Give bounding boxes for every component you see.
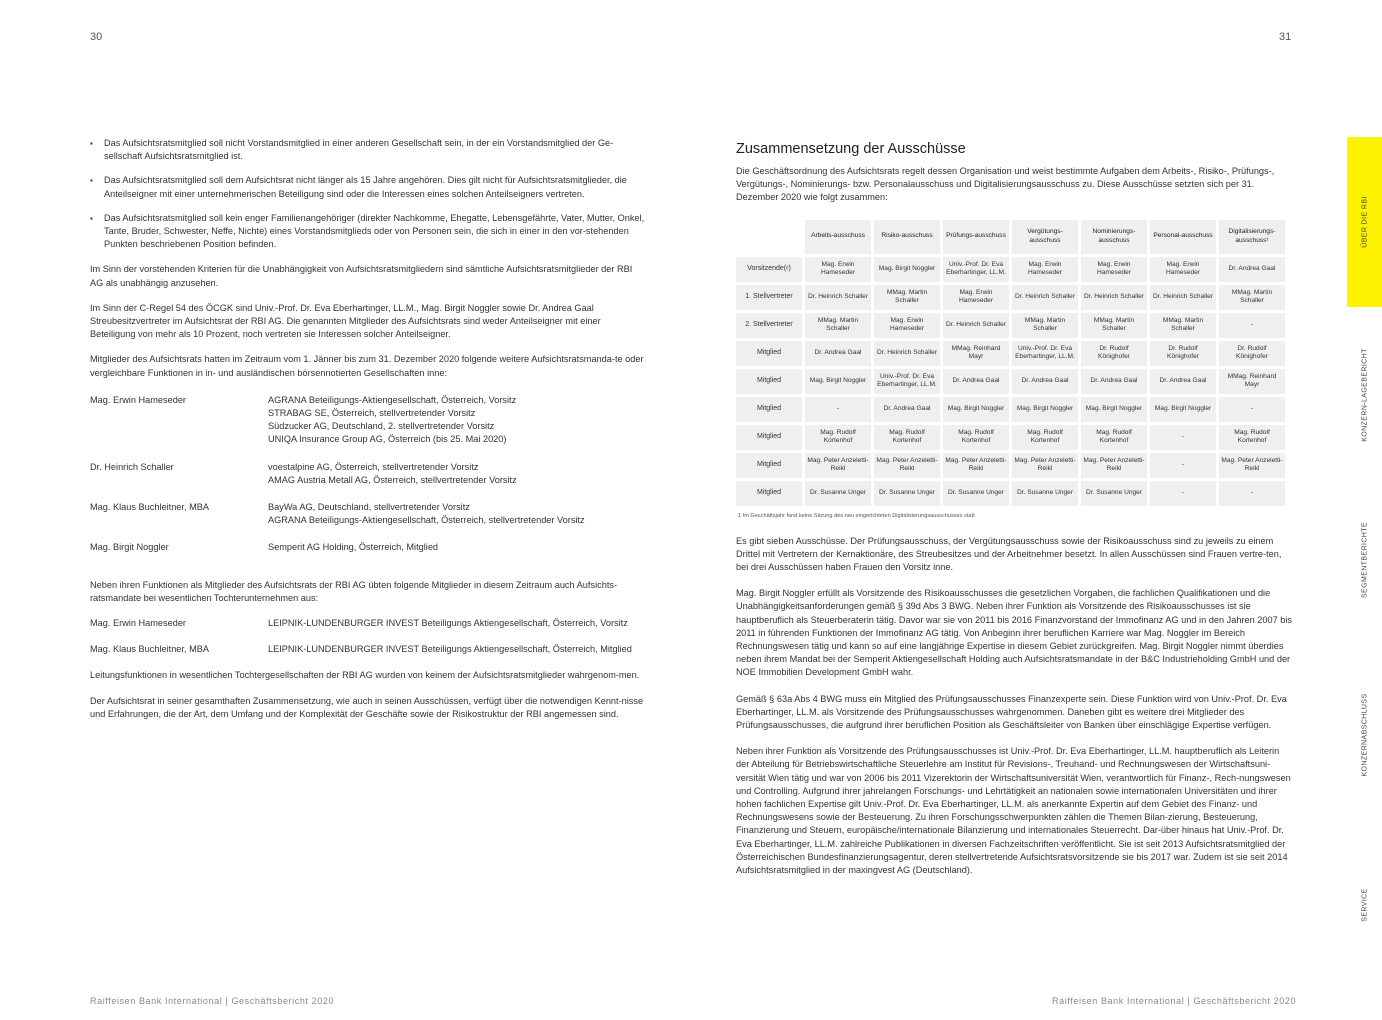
table-cell: -: [1150, 453, 1216, 478]
mandate-line: AMAG Austria Metall AG, Österreich, stellvertretender Vorsitz: [268, 474, 517, 485]
paragraph: Mag. Birgit Noggler erfüllt als Vorsitzende des Risikoausschusses die gesetzlichen Vorgaben, die fachlichen Qualifikationen und die Unabhängigkeitsanforderungen gemäß § 39d Abs 3 BWG. Neben ihrer Funktion als Vorsitzende des Risikoausschusses ist sie hauptberuflich als Steuerberaterin tätig. Davor war sie von 2011 bis 2016 Finanzvorstand der Immofinanz AG und in den Jahren 2007 bis 2011 in führenden Funktionen der Immofinanz AG tätig. Von Anbeginn ihrer beruflichen Karriere war Mag. Noggler im Bereich Rechnungswesen tätig und kann so auf eine langjährige Expertise in diesem Gebiet zurückgreifen. Mag. Birgit Noggler nimmt überdies neben ihrem Mandat bei der Semperit Aktiengesellschaft Holding auch Aufsichtsratsmandate in der B&C Industrieholding GmbH und der NOE Immobilien Development GmbH wahr.: [736, 588, 1292, 678]
mandate-line: STRABAG SE, Österreich, stellvertretender Vorsitz: [268, 408, 476, 419]
column-header: Arbeits-ausschuss: [805, 220, 871, 254]
table-cell: Dr. Heinrich Schaller: [943, 313, 1009, 338]
subsidiary-mandate: [90, 643, 645, 656]
member-mandates: [268, 501, 645, 527]
paragraph: Im Sinn der vorstehenden Kriterien für die Unabhängigkeit von Aufsichtsratsmitgliedern sind sämtliche Aufsichtsratsmitglieder der RBI AG als unabhängig anzusehen.: [90, 264, 633, 288]
table-cell: -: [1219, 313, 1285, 338]
subsidiary-text: LEIPNIK-LUNDENBURGER INVEST Beteiligungs Aktiengesellschaft, Österreich, Vorsitz: [268, 618, 628, 629]
member-name: Mag. Erwin Hameseder: [90, 394, 186, 405]
table-cell: Mag. Erwin Hameseder: [943, 285, 1009, 310]
table-cell: MMag. Reinhard Mayr: [943, 341, 1009, 366]
table-cell: Dr. Andrea Gaal: [1150, 369, 1216, 394]
table-cell: Dr. Rudolf Könighofer: [1150, 341, 1216, 366]
table-cell: Mag. Peter Anzeletti-Reikl: [805, 453, 871, 478]
sidebar-tab-service[interactable]: [1347, 870, 1382, 940]
table-row: [736, 481, 1285, 506]
paragraph: Gemäß § 63a Abs 4 BWG muss ein Mitglied des Prüfungsausschusses Finanzexperte sein. Diese Funktion wird von Univ.-Prof. Dr. Eva Eberhartinger, LL.M. als Vorsitzende des Prüfungsausschusses wahrgenommen. Daneben gibt es weitere drei Mitglieder des Prüfungsausschusses, die aufgrund ihrer beruflichen Position als Geschäftsleiter von Banken über einschlägige Expertise verfügen.: [736, 693, 1287, 731]
sidebar-tab-konzernabschluss[interactable]: [1347, 675, 1382, 795]
column-header: Personal-ausschuss: [1150, 220, 1216, 254]
table-cell: Univ.-Prof. Dr. Eva Eberhartinger, LL.M.: [874, 369, 940, 394]
sidebar-tab-label: KONZERNABSCHLUSS: [1361, 693, 1368, 777]
paragraph: Im Sinn der C-Regel 54 des ÖCGK sind Univ.-Prof. Dr. Eva Eberhartinger, LL.M., Mag. Birgit Noggler sowie Dr. Andrea Gaal Streubesitzvertreter im Aufsichtsrat der RBI AG. Die genannten Mitglieder des Aufsichtsrats sind weder Anteilseigner mit einer Beteiligung von mehr als 10 Prozent, noch vertreten sie Interessen solcher Anteilseigner.: [90, 302, 601, 340]
paragraph: Neben ihrer Funktion als Vorsitzende des Prüfungsausschusses ist Univ.-Prof. Dr. Eva Eberhartinger, LL.M. hauptberuflich als Leiterin der Abteilung für Betriebswirtschaftliche Steuerlehre am Institut für Revisions-, Treuhand- und Rechnungswesen der Wirtschaftsuni-versität Wien tätig und war von 2006 bis 2011 Vizerektorin der Wirtschaftsuniversität Wien, verantwortlich für Finanz-, Rech-nungswesen und Controlling. Aufgrund ihrer jahrelangen Forschungs- und Lehrtätigkeit an nationalen sowie internationalen Universitäten und ihrer hohen fachlichen Expertise gilt Univ.-Prof. Dr. Eva Eberhartinger, LL.M. als anerkannte Expertin auf dem Gebiet des Finanz- und Rechnungswesens sowie der Besteuerung. Zu ihren Forschungsschwerpunkten zählen die Themen Bilan-zierung, Besteuerung, Finanzierung und Steuern, europäische/internationale Bilanzierung und internationales Steuerrecht. Dar-über hinaus hat Univ.-Prof. Dr. Eva Eberhartinger, LL.M. zahlreiche Publikationen in diversen Fachzeitschriften veröffentlicht. Sie ist seit 2013 Aufsichtsratsmitglied der Österreichischen Bundesfinanzierungsagentur, deren stellvertretende Aufsichtsratsvorsitzende sie bis 2017 war. Zudem ist sie seit 2014 Aufsichtsratsmitglied in der maxingvest AG (Deutschland).: [736, 746, 1291, 876]
table-cell: Mag. Erwin Hameseder: [1081, 257, 1147, 282]
row-role: Mitglied: [736, 481, 802, 506]
table-cell: MMag. Martin Schaller: [874, 285, 940, 310]
table-cell: Mag. Peter Anzeletti-Reikl: [1081, 453, 1147, 478]
table-cell: Dr. Andrea Gaal: [805, 341, 871, 366]
table-cell: Mag. Peter Anzeletti-Reikl: [874, 453, 940, 478]
header-corner: [736, 220, 802, 254]
table-cell: Dr. Heinrich Schaller: [1150, 285, 1216, 310]
paragraph: Neben ihren Funktionen als Mitglieder des Aufsichtsrats der RBI AG übten folgende Mitglieder in diesem Zeitraum auch Aufsichts-ratsmandate bei wesentlichen Tochterunternehmen aus:: [90, 579, 618, 603]
column-header: Digitalisierungs-ausschuss¹: [1219, 220, 1285, 254]
sidebar-tab-segmentberichte[interactable]: [1347, 505, 1382, 615]
paragraph: Es gibt sieben Ausschüsse. Der Prüfungsausschuss, der Vergütungsausschuss sowie der Risikoausschuss sind zu jeweils zu einem Drittel mit Vertretern der Kernaktionäre, des Streubesitzes und der Arbeitnehmer besetzt. In allen Ausschüssen sind Frauen vertre-ten, bei drei Ausschüssen haben Frauen den Vorsitz inne.: [736, 535, 1282, 573]
table-cell: Dr. Andrea Gaal: [1081, 369, 1147, 394]
section-heading: Zusammensetzung der Ausschüsse: [736, 141, 966, 157]
table-cell: Dr. Susanne Unger: [874, 481, 940, 506]
mandate-line: UNIQA Insurance Group AG, Österreich (bis 25. Mai 2020): [268, 434, 507, 445]
table-cell: MMag. Martin Schaller: [1219, 285, 1285, 310]
row-role: Mitglied: [736, 341, 802, 366]
table-cell: Mag. Birgit Noggler: [1081, 397, 1147, 422]
member-mandates: [268, 394, 645, 447]
right-page-content: [736, 141, 1292, 890]
list-item: ▪ Das Aufsichtsratsmitglied soll dem Aufsichtsrat nicht länger als 15 Jahre angehören. Dies gilt nicht für Aufsichtsratsmitglieder, die Anteilseigner mit einer unternehmerischen Beteiligung sind oder die Interessen eines solchen Anteilseigners vertreten.: [90, 174, 645, 200]
mandate-entry: [90, 501, 645, 527]
paragraph: Der Aufsichtsrat in seiner gesamthaften Zusammensetzung, wie auch in seinen Ausschüssen, verfügt über die notwendigen Kennt-nisse und Erfahrungen, die der Art, dem Umfang und der Komplexität der Geschäfte sowie der Risikostruktur der RBI angemessen sind.: [90, 695, 644, 719]
table-cell: -: [1150, 481, 1216, 506]
sidebar-tab-label: SERVICE: [1361, 888, 1368, 922]
list-item: ▪ Das Aufsichtsratsmitglied soll nicht Vorstandsmitglied in einer anderen Gesellschaft sein, in der ein Vorstandsmitglied der Ge-sellschaft Aufsichtsratsmitglied ist.: [90, 137, 645, 163]
mandate-line: Südzucker AG, Deutschland, 2. stellvertretender Vorsitz: [268, 421, 495, 432]
table-cell: Univ.-Prof. Dr. Eva Eberhartinger, LL.M.: [943, 257, 1009, 282]
row-role: Mitglied: [736, 425, 802, 450]
member-mandates: [268, 541, 645, 554]
table-row: [736, 257, 1285, 282]
mandate-line: AGRANA Beteiligungs-Aktiengesellschaft, Österreich, stellvertretender Vorsitz: [268, 515, 585, 526]
table-cell: Mag. Erwin Hameseder: [874, 313, 940, 338]
paragraph: Die Geschäftsordnung des Aufsichtsrats regelt dessen Organisation und weist bestimmte Aufgaben dem Arbeits-, Risiko-, Prüfungs-, Vergütungs-, Nominierungs- bzw. Personalausschuss und Digitalisierungsausschuss zu. Diese Ausschüsse setzten sich per 31. Dezember 2020 wie folgt zusammen:: [736, 166, 1275, 203]
table-cell: Dr. Heinrich Schaller: [1081, 285, 1147, 310]
table-cell: Dr. Heinrich Schaller: [805, 285, 871, 310]
mandate-entry: [90, 461, 645, 487]
table-row: [736, 425, 1285, 450]
member-name: Mag. Klaus Buchleitner, MBA: [90, 502, 209, 513]
table-cell: MMag. Reinhard Mayr: [1219, 369, 1285, 394]
column-header: Risiko-ausschuss: [874, 220, 940, 254]
member-name: Mag. Klaus Buchleitner, MBA: [90, 644, 209, 655]
table-cell: MMag. Martin Schaller: [1081, 313, 1147, 338]
table-footnote: 1 Im Geschäftsjahr fand keine Sitzung des neu eingerichteten Digitalisierungsausschusses statt: [738, 512, 975, 519]
table-cell: Mag. Peter Anzeletti-Reikl: [1012, 453, 1078, 478]
table-cell: Univ.-Prof. Dr. Eva Eberhartinger, LL.M.: [1012, 341, 1078, 366]
column-header: Vergütungs-ausschuss: [1012, 220, 1078, 254]
mandate-entry: [90, 541, 645, 554]
table-cell: Dr. Susanne Unger: [805, 481, 871, 506]
table-cell: MMag. Martin Schaller: [1150, 313, 1216, 338]
table-cell: Dr. Heinrich Schaller: [1012, 285, 1078, 310]
table-cell: Mag. Rudolf Kortenhof: [1219, 425, 1285, 450]
table-cell: Dr. Rudolf Könighofer: [1081, 341, 1147, 366]
table-cell: Mag. Rudolf Kortenhof: [1012, 425, 1078, 450]
left-page-content: [90, 137, 645, 733]
table-header-row: [736, 220, 1285, 254]
sidebar-tab-label: SEGMENTBERICHTE: [1361, 521, 1368, 599]
table-row: [736, 397, 1285, 422]
sidebar-tab-label: KONZERN-LAGEBERICHT: [1361, 348, 1368, 442]
table-cell: Dr. Susanne Unger: [1012, 481, 1078, 506]
page-number-right: 31: [1279, 31, 1292, 43]
paragraph: Mitglieder des Aufsichtsrats hatten im Zeitraum vom 1. Jänner bis zum 31. Dezember 2020 folgende weitere Aufsichtsratsmanda-te oder vergleichbare Funktionen in in- und ausländischen börsennotierten Gesellschaften inne:: [90, 354, 644, 378]
table-cell: Mag. Erwin Hameseder: [1012, 257, 1078, 282]
table-cell: Dr. Rudolf Könighofer: [1219, 341, 1285, 366]
committee-table: [733, 217, 1288, 509]
member-name: Mag. Erwin Hameseder: [90, 618, 186, 629]
member-mandates: [268, 461, 645, 487]
table-cell: -: [1219, 397, 1285, 422]
table-cell: Mag. Peter Anzeletti-Reikl: [1219, 453, 1285, 478]
mandate-entry: [90, 394, 645, 447]
table-cell: MMag. Martin Schaller: [1012, 313, 1078, 338]
table-cell: Mag. Birgit Noggler: [1012, 397, 1078, 422]
mandate-line: voestalpine AG, Österreich, stellvertretender Vorsitz: [268, 461, 479, 472]
mandate-line: AGRANA Beteiligungs-Aktiengesellschaft, Österreich, Vorsitz: [268, 394, 517, 405]
table-cell: Mag. Erwin Hameseder: [805, 257, 871, 282]
row-role: 2. Stellvertreter: [736, 313, 802, 338]
subsidiary-mandate: [90, 617, 645, 630]
paragraph: Leitungsfunktionen in wesentlichen Tochtergesellschaften der RBI AG wurden von keinem der Aufsichtsratsmitglieder wahrgenom-men.: [90, 670, 640, 681]
criteria-list: [90, 137, 645, 251]
sidebar-tab-ueber-die-rbi[interactable]: [1347, 137, 1382, 307]
row-role: Mitglied: [736, 397, 802, 422]
table-cell: MMag. Martin Schaller: [805, 313, 871, 338]
table-cell: Dr. Andrea Gaal: [1012, 369, 1078, 394]
table-cell: -: [1219, 481, 1285, 506]
sidebar-tab-konzern-lagebericht[interactable]: [1347, 330, 1382, 460]
table-cell: Mag. Rudolf Kortenhof: [805, 425, 871, 450]
table-cell: Mag. Birgit Noggler: [943, 397, 1009, 422]
table-cell: Mag. Birgit Noggler: [805, 369, 871, 394]
row-role: 1. Stellvertreter: [736, 285, 802, 310]
table-cell: Dr. Andrea Gaal: [874, 397, 940, 422]
member-name: Mag. Birgit Noggler: [90, 542, 169, 553]
table-row: [736, 285, 1285, 310]
table-cell: Mag. Birgit Noggler: [1150, 397, 1216, 422]
sidebar-tab-label: ÜBER DIE RBI: [1361, 196, 1368, 248]
table-cell: Dr. Andrea Gaal: [943, 369, 1009, 394]
list-item: ▪ Das Aufsichtsratsmitglied soll kein enger Familienangehöriger (direkter Nachkomme, Ehegatte, Lebensgefährte, Vater, Mutter, Onkel, Tante, Bruder, Schwester, Neffe, Nichte) eines Vorstandsmitglieds oder von Personen sein, die sich in einer in den vor-stehenden Punkten beschriebenen Position befinden.: [90, 212, 645, 252]
member-name: Dr. Heinrich Schaller: [90, 461, 174, 472]
row-role: Vorsitzende(r): [736, 257, 802, 282]
table-cell: Mag. Birgit Noggler: [874, 257, 940, 282]
table-cell: Mag. Erwin Hameseder: [1150, 257, 1216, 282]
table-cell: Dr. Susanne Unger: [943, 481, 1009, 506]
table-cell: Dr. Andrea Gaal: [1219, 257, 1285, 282]
subsidiary-text: LEIPNIK-LUNDENBURGER INVEST Beteiligungs Aktiengesellschaft, Österreich, Mitglied: [268, 644, 632, 655]
table-row: [736, 369, 1285, 394]
footer-right: Raiffeisen Bank International | Geschäftsbericht 2020: [1052, 996, 1297, 1006]
mandate-line: Semperit AG Holding, Österreich, Mitglied: [268, 542, 439, 553]
table-cell: Mag. Rudolf Kortenhof: [874, 425, 940, 450]
table-cell: Mag. Rudolf Kortenhof: [1081, 425, 1147, 450]
row-role: Mitglied: [736, 369, 802, 394]
column-header: Prüfungs-ausschuss: [943, 220, 1009, 254]
page-number-left: 30: [90, 31, 103, 43]
table-cell: -: [805, 397, 871, 422]
row-role: Mitglied: [736, 453, 802, 478]
table-cell: -: [1150, 425, 1216, 450]
footer-left: Raiffeisen Bank International | Geschäftsbericht 2020: [90, 996, 335, 1006]
table-cell: Mag. Peter Anzeletti-Reikl: [943, 453, 1009, 478]
column-header: Nominierungs-ausschuss: [1081, 220, 1147, 254]
table-row: [736, 341, 1285, 366]
mandate-line: BayWa AG, Deutschland, stellvertretender Vorsitz: [268, 502, 470, 513]
table-row: [736, 453, 1285, 478]
table-cell: Dr. Susanne Unger: [1081, 481, 1147, 506]
table-row: [736, 313, 1285, 338]
table-cell: Mag. Rudolf Kortenhof: [943, 425, 1009, 450]
table-cell: Dr. Heinrich Schaller: [874, 341, 940, 366]
